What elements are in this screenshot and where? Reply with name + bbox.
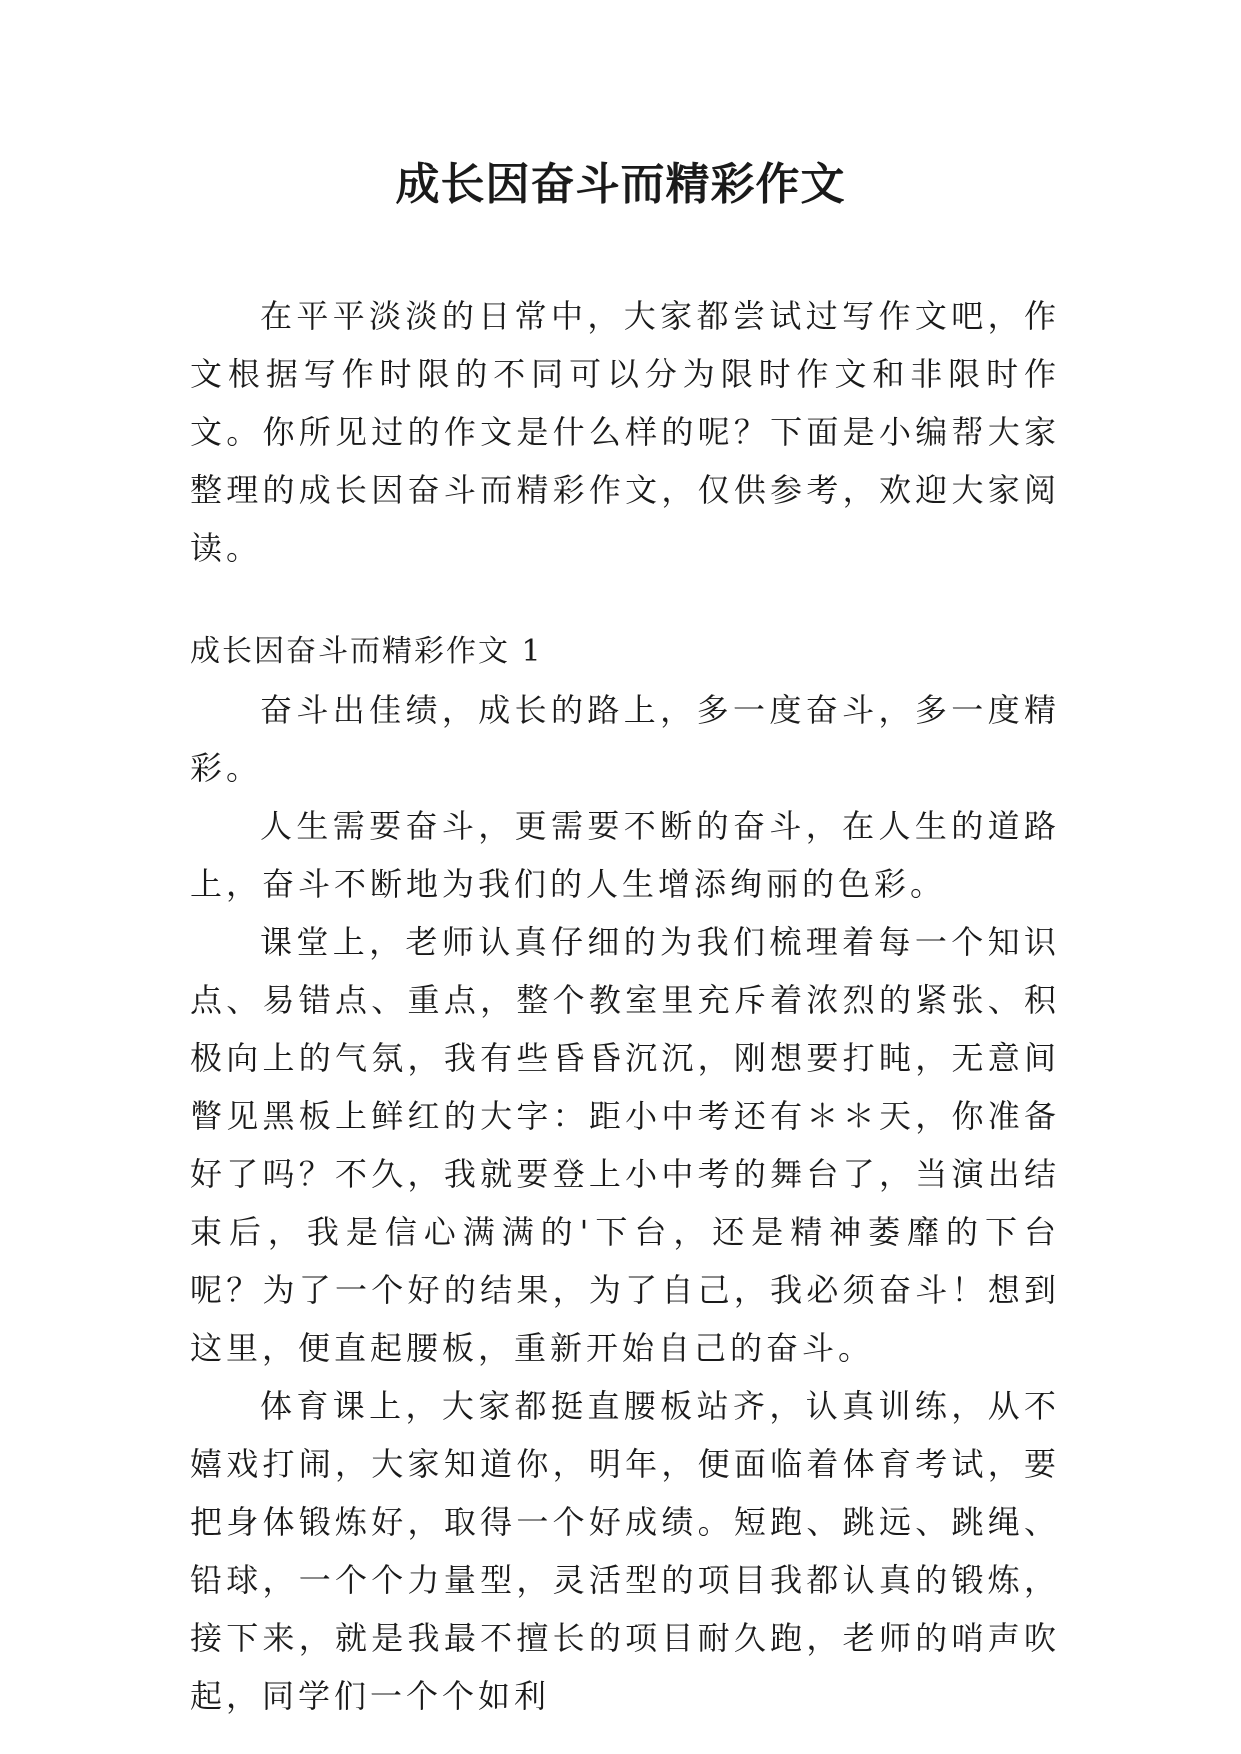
document-title: 成长因奋斗而精彩作文 <box>395 159 846 210</box>
body-paragraph-2: 人生需要奋斗，更需要不断的奋斗，在人生的道路上，奋斗不断地为我们的人生增添绚丽的色彩。 <box>190 807 1060 903</box>
body-paragraph-4: 体育课上，大家都挺直腰板站齐，认真训练，从不嬉戏打闹，大家知道你，明年，便面临着体育考试，要把身体锻炼好，取得一个好成绩。短跑、跳远、跳绳、铅球，一个个力量型，灵活型的项目我都认真的锻炼，接下来，就是我最不擅长的项目耐久跑，老师的哨声吹起，同学们一个个如利 <box>190 1387 1060 1715</box>
document-body <box>190 287 1060 1725</box>
intro-paragraph: 在平平淡淡的日常中，大家都尝试过写作文吧，作文根据写作时限的不同可以分为限时作文和非限时作文。你所见过的作文是什么样的呢？下面是小编帮大家整理的成长因奋斗而精彩作文，仅供参考，欢迎大家阅读。 <box>190 297 1060 567</box>
body-paragraph-1: 奋斗出佳绩，成长的路上，多一度奋斗，多一度精彩。 <box>190 691 1060 787</box>
section-heading: 成长因奋斗而精彩作文 1 <box>190 634 543 669</box>
body-paragraph-3: 课堂上，老师认真仔细的为我们梳理着每一个知识点、易错点、重点，整个教室里充斥着浓烈的紧张、积极向上的气氛，我有些昏昏沉沉，刚想要打盹，无意间瞥见黑板上鲜红的大字：距小中考还有＊＊天，你准备好了吗？不久，我就要登上小中考的舞台了，当演出结束后，我是信心满满的'下台，还是精神萎靡的下台呢？为了一个好的结果，为了自己，我必须奋斗！想到这里，便直起腰板，重新开始自己的奋斗。 <box>190 923 1060 1367</box>
